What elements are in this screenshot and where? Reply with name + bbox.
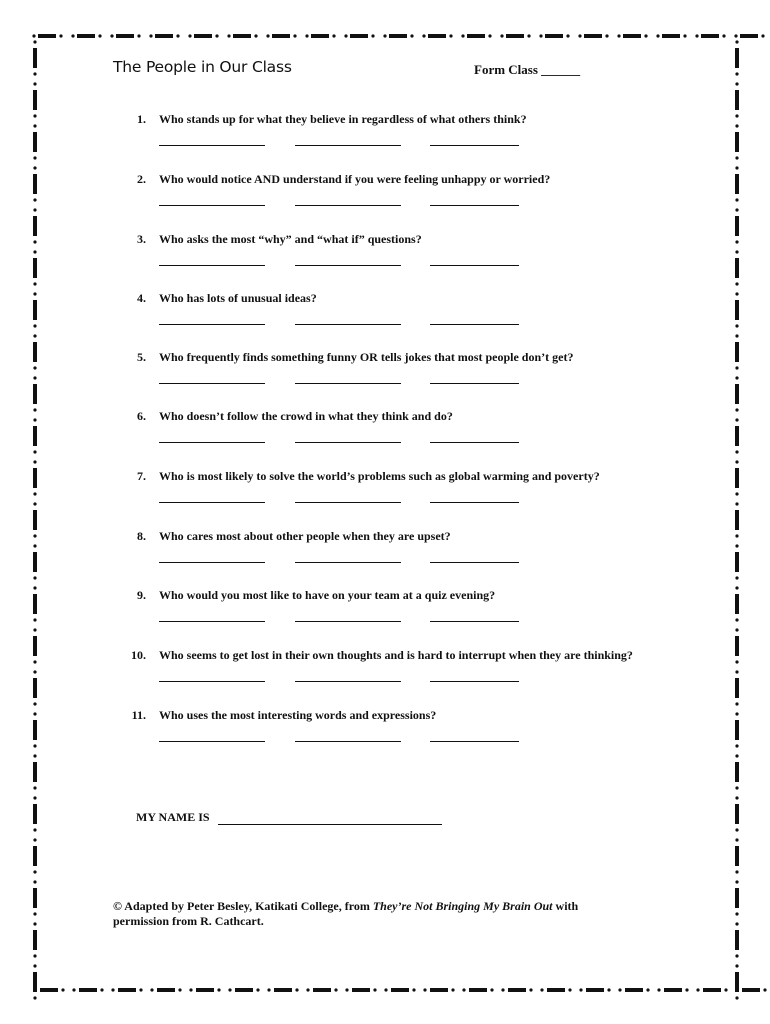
question-text: Who would notice AND understand if you were feeling unhappy or worried? [159,172,551,186]
answer-blank[interactable] [159,324,265,325]
answer-blank[interactable] [295,442,401,443]
answer-blank[interactable] [430,442,519,443]
answer-blank[interactable] [295,621,401,622]
answer-blank[interactable] [295,265,401,266]
answer-blank[interactable] [430,205,519,206]
question-number: 2. [137,172,146,186]
question-text: Who seems to get lost in their own thoughts and is hard to interrupt when they are thinking? [159,648,633,662]
answer-blank[interactable] [295,562,401,563]
answer-blank[interactable] [159,681,265,682]
question-item [0,529,770,589]
page-title: The People in Our Class [113,58,292,76]
credit-note [113,899,633,929]
question-number: 4. [137,291,146,305]
question-item [0,708,770,768]
answer-blank[interactable] [430,681,519,682]
credit-prefix: © Adapted by Peter Besley, Katikati College, from [113,899,373,913]
question-text: Who uses the most interesting words and expressions? [159,708,437,722]
question-item [0,112,770,172]
question-number: 8. [137,529,146,543]
answer-blank[interactable] [159,562,265,563]
question-item [0,409,770,469]
answer-blank[interactable] [430,502,519,503]
answer-blank[interactable] [430,324,519,325]
my-name-label: MY NAME IS [136,810,210,824]
question-number: 10. [131,648,146,662]
question-text: Who doesn’t follow the crowd in what they think and do? [159,409,453,423]
answer-blank[interactable] [430,145,519,146]
question-number: 9. [137,588,146,602]
credit-book-title: They’re Not Bringing My Brain Out [372,899,553,913]
name-blank[interactable] [218,824,442,825]
answer-blank[interactable] [159,442,265,443]
answer-blank[interactable] [295,324,401,325]
question-text: Who has lots of unusual ideas? [159,291,317,305]
answer-blank[interactable] [159,383,265,384]
question-text: Who asks the most “why” and “what if” questions? [159,232,422,246]
credit-suffix: with permission from R. Cathcart. [113,899,579,928]
question-text: Who is most likely to solve the world’s problems such as global warming and poverty? [159,469,600,483]
answer-blank[interactable] [295,502,401,503]
question-item [0,350,770,410]
question-number: 1. [137,112,146,126]
answer-blank[interactable] [295,741,401,742]
form-class-field: Form Class ______ [474,62,581,77]
question-item [0,172,770,232]
question-text: Who cares most about other people when they are upset? [159,529,451,543]
question-text: Who stands up for what they believe in regardless of what others think? [159,112,527,126]
question-item [0,291,770,351]
question-number: 7. [137,469,146,483]
answer-blank[interactable] [159,741,265,742]
answer-blank[interactable] [159,265,265,266]
answer-blank[interactable] [430,741,519,742]
question-item [0,469,770,529]
question-number: 5. [137,350,146,364]
answer-blank[interactable] [295,681,401,682]
answer-blank[interactable] [295,383,401,384]
question-item [0,232,770,292]
question-number: 3. [137,232,146,246]
question-text: Who would you most like to have on your team at a quiz evening? [159,588,496,602]
answer-blank[interactable] [430,621,519,622]
answer-blank[interactable] [159,502,265,503]
answer-blank[interactable] [159,621,265,622]
answer-blank[interactable] [430,265,519,266]
answer-blank[interactable] [295,205,401,206]
question-item [0,648,770,708]
answer-blank[interactable] [430,562,519,563]
question-number: 6. [137,409,146,423]
answer-blank[interactable] [159,145,265,146]
question-item [0,588,770,648]
question-number: 11. [131,708,146,722]
answer-blank[interactable] [430,383,519,384]
answer-blank[interactable] [159,205,265,206]
question-text: Who frequently finds something funny OR tells jokes that most people don’t get? [159,350,574,364]
answer-blank[interactable] [295,145,401,146]
